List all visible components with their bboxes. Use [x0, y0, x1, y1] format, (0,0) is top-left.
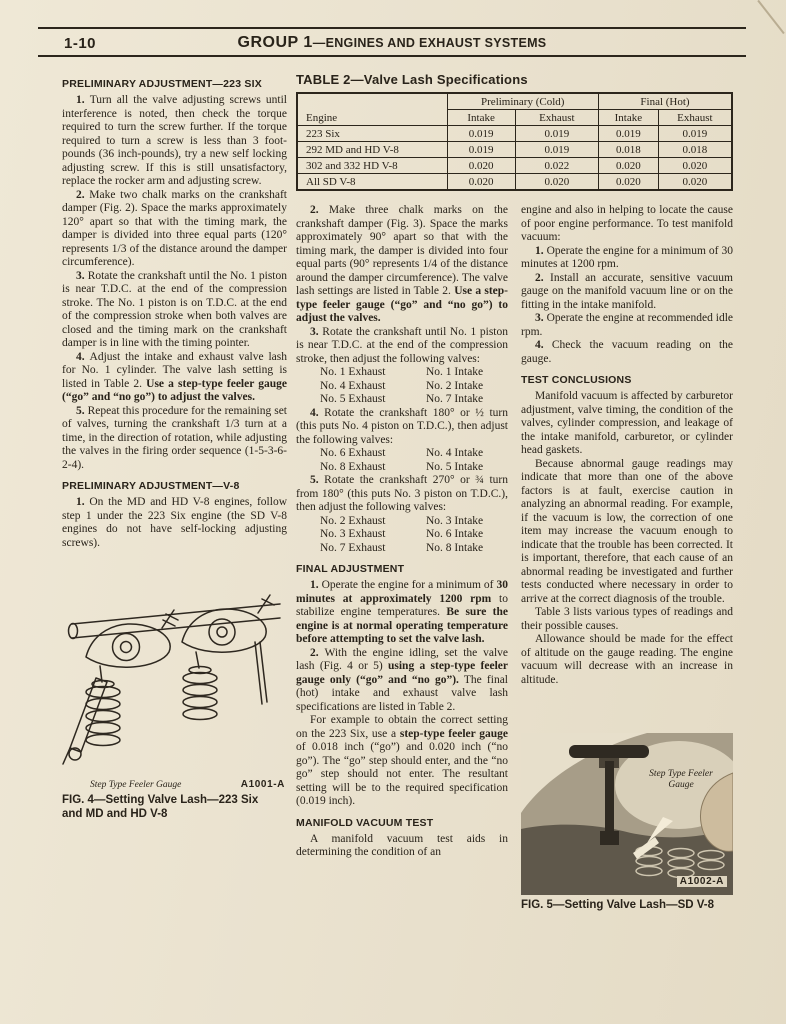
paragraph	[521, 633, 733, 687]
valve-list	[296, 366, 508, 407]
table-row	[297, 158, 732, 174]
bold-text-run: 3.	[76, 269, 88, 282]
engine-cell: 292 MD and HD V-8	[297, 142, 447, 158]
paragraph	[521, 606, 733, 633]
bold-text-run: Use a step-type feeler gauge (“go” and “no go”) to adjust the valves.	[296, 285, 508, 324]
lash-value-cell: 0.019	[598, 126, 658, 142]
valve-item: No. 6 Exhaust	[320, 447, 386, 459]
paragraph	[62, 351, 287, 405]
valve-pair-row	[320, 461, 508, 475]
valve-item: No. 7 Intake	[426, 393, 484, 405]
valve-pair-row	[320, 380, 508, 394]
page-corner-crease	[757, 0, 784, 34]
valve-list	[296, 447, 508, 474]
lash-value-cell: 0.020	[447, 174, 515, 191]
paragraph	[296, 326, 508, 367]
col-header-intake-cold: Intake	[447, 110, 515, 126]
figure-5	[521, 733, 733, 913]
table-2-title: TABLE 2—Valve Lash Specifications	[296, 72, 528, 87]
lash-value-cell: 0.020	[658, 158, 732, 174]
figure-5-annotation: Step Type Feeler Gauge	[649, 769, 713, 790]
col-group-preliminary-cold: Preliminary (Cold)	[447, 93, 598, 110]
table-row	[297, 174, 732, 191]
figure-5-caption: FIG. 5—Setting Valve Lash—SD V-8	[521, 899, 715, 911]
text-run: engine and also in helping to locate the cause of poor engine performance. To test manifold vacuum:	[521, 204, 733, 243]
figure-5-illustration	[521, 733, 733, 895]
column-left	[62, 78, 287, 821]
bold-text-run: 5.	[76, 404, 88, 417]
figure-5-code: A1002-A	[677, 876, 727, 887]
bold-text-run: 2.	[310, 204, 329, 216]
valve-pair-row	[320, 515, 508, 529]
valve-pair-row	[320, 528, 508, 542]
text-run: Rotate the crankshaft until the No. 1 piston is near T.D.C. at the end of the compression stroke. The No. 1 piston is on T.D.C. at the end of the compression stroke when both valves are closed and the timing mark on the crankshaft damper is in line with the timing pointer.	[62, 269, 288, 349]
bold-text-run: 3.	[535, 312, 547, 324]
paragraph	[521, 245, 733, 272]
lash-value-cell: 0.019	[515, 142, 598, 158]
text-run: Operate the engine for a minimum of	[321, 579, 497, 591]
paragraph	[521, 339, 733, 366]
text-run: Table 3 lists various types of readings and their possible causes.	[521, 606, 733, 632]
page-number: 1-10	[64, 35, 97, 52]
text-run: Because abnormal gauge readings may indicate that more than one of the above factors is at fault, exercise caution in analyzing an abnormal reading. For example, if the vacuum is low, the correction of one item may increase the vacuum enough to indicate that the trouble has been corrected. It is important, therefore, that each cause of an abnormal reading be investigated and further tests conducted where necessary in order to arrive at the correct diagnosis of the trouble.	[521, 457, 733, 605]
valve-item: No. 5 Exhaust	[320, 393, 386, 405]
col-header-engine: Engine	[297, 93, 447, 126]
engine-cell: All SD V-8	[297, 174, 447, 191]
lash-value-cell: 0.019	[447, 142, 515, 158]
text-columns	[296, 204, 733, 913]
lash-value-cell: 0.019	[658, 126, 732, 142]
valve-pair-row	[320, 366, 508, 380]
valve-lash-table	[296, 92, 733, 191]
bold-text-run: 2.	[535, 271, 551, 284]
valve-item: No. 8 Intake	[426, 541, 484, 554]
col-header-exhaust-hot: Exhaust	[658, 110, 732, 126]
col-header-exhaust-cold: Exhaust	[515, 110, 598, 126]
table-row	[297, 142, 732, 158]
text-run: Allowance should be made for the effect of altitude on the gauge reading. The engine vacuum will decrease with an increase in altitude.	[521, 633, 733, 686]
table-2	[296, 72, 733, 191]
section-heading: PRELIMINARY ADJUSTMENT—V-8	[62, 480, 240, 492]
valve-item: No. 1 Exhaust	[320, 366, 386, 378]
bold-text-run: 1.	[535, 244, 547, 257]
bold-text-run: 30 minutes at approximately 1200 rpm	[296, 579, 508, 605]
lash-value-cell: 0.020	[447, 158, 515, 174]
valve-pair-row	[320, 393, 508, 407]
lash-value-cell: 0.019	[515, 126, 598, 142]
valve-item: No. 2 Exhaust	[320, 514, 386, 527]
lash-value-cell: 0.018	[598, 142, 658, 158]
text-run: Adjust the intake and exhaust valve lash for No. 1 cylinder. The valve lash setting is listed in Table 2.	[62, 350, 288, 390]
valve-list	[296, 515, 508, 556]
valve-pair-row	[320, 542, 508, 556]
text-run: Manifold vacuum is affected by carburetor adjustment, valve timing, the condition of the valves, cylinder compression, and leakage of the intake manifold, carburetor, or cylinder head gaskets.	[521, 390, 733, 456]
section-heading: TEST CONCLUSIONS	[521, 374, 632, 386]
bold-text-run: 1.	[76, 496, 90, 508]
paragraph	[296, 407, 508, 448]
valve-item: No. 4 Exhaust	[320, 379, 386, 392]
section-heading: MANIFOLD VACUUM TEST	[296, 816, 434, 829]
valve-item: No. 3 Exhaust	[320, 528, 386, 540]
valve-item: No. 4 Intake	[426, 447, 484, 459]
right-area	[296, 72, 733, 913]
text-run: For example to obtain the correct setting on the 223 Six, use a	[296, 714, 508, 740]
valve-item: No. 3 Intake	[426, 514, 484, 527]
text-run: With the engine idling, set the valve lash (Fig. 4 or 5)	[296, 646, 508, 672]
column-left-blocks	[62, 78, 287, 550]
text-run: to stabilize engine temperatures.	[296, 592, 508, 618]
column-right	[521, 204, 733, 913]
col-group-final-hot: Final (Hot)	[598, 93, 732, 110]
paragraph	[62, 94, 287, 189]
paragraph	[296, 204, 508, 326]
table-row	[297, 126, 732, 142]
bold-text-run: 1.	[310, 579, 322, 591]
valve-item: No. 2 Intake	[426, 379, 484, 392]
text-run: Turn all the valve adjusting screws until interference is noted, then check the torque required to turn the screw further. If the torque required to turn a screw is less than 3 foot-pounds (36 inch-pounds), try a new self locking adjusting screw. If this is still unsatisfactory, replace the rocker arm and adjusting screw.	[62, 94, 287, 187]
text-run: Check the vacuum reading on the gauge.	[521, 339, 733, 365]
column-middle	[296, 204, 508, 913]
text-run: Install an accurate, sensitive vacuum gauge on the manifold vacuum line or on the fitting in the intake manifold.	[521, 271, 733, 311]
bold-text-run: Use a step-type feeler gauge (“go” and “no go”) to adjust the valves.	[62, 377, 287, 403]
bold-text-run: 4.	[535, 339, 552, 351]
text-run: of 0.018 inch (“go”) and 0.020 inch (“no go”). The “go” step should enter, and the “no go” step should not enter. The resultant setting will be to the required specification (0.019 inch).	[296, 741, 508, 807]
text-run: Rotate the crankshaft 270° or ¾ turn from 180° (this puts No. 3 piston on T.D.C.), then adjust the following valves:	[296, 474, 508, 513]
paragraph	[62, 405, 287, 473]
paragraph	[296, 579, 508, 647]
paragraph	[296, 714, 508, 809]
section-heading: FINAL ADJUSTMENT	[296, 563, 405, 575]
text-run: Rotate the crankshaft 180° or ½ turn (this puts No. 4 piston on T.D.C.), then adjust the following valves:	[296, 406, 508, 446]
lash-value-cell: 0.019	[447, 126, 515, 142]
fig4-rocker-arm-line-art	[62, 562, 287, 777]
section-heading: PRELIMINARY ADJUSTMENT—223 SIX	[62, 78, 262, 90]
paragraph	[521, 390, 733, 458]
bold-text-run: using a step-type feeler gauge only (“go” and “no go”).	[296, 660, 508, 686]
text-run: The final (hot) intake and exhaust valve lash specifications are listed in Table 2.	[296, 673, 509, 713]
page-title	[38, 34, 746, 52]
bold-text-run: 4.	[76, 350, 90, 363]
figure-4-annotation: Step Type Feeler Gauge	[90, 780, 182, 790]
paragraph	[296, 474, 508, 515]
text-run: Operate the engine at recommended idle rpm.	[521, 312, 733, 338]
paragraph	[521, 272, 733, 313]
lash-value-cell: 0.018	[658, 142, 732, 158]
fig5-valve-lash-photo-art	[521, 733, 733, 895]
paragraph	[296, 833, 508, 860]
lash-value-cell: 0.020	[598, 174, 658, 191]
paragraph	[521, 458, 733, 607]
valve-item: No. 6 Intake	[426, 528, 484, 540]
page-header	[38, 27, 746, 57]
text-run: Rotate the crankshaft until No. 1 piston is near T.D.C. at the end of the compression stroke, then adjust the following valves:	[296, 325, 509, 365]
text-run: Repeat this procedure for the remaining set of valves, turning the crankshaft 1/3 turn at a time, in the direction of rotation, while adjusting the valves in the firing order sequence (1-5-3-6-2-4).	[62, 404, 287, 471]
valve-pair-row	[320, 447, 508, 461]
lash-value-cell: 0.020	[515, 174, 598, 191]
bold-text-run: 2.	[76, 188, 90, 201]
engine-cell: 302 and 332 HD V-8	[297, 158, 447, 174]
group-label: GROUP 1	[237, 34, 313, 51]
text-run: On the MD and HD V-8 engines, follow step 1 under the 223 Six engine (the SD V-8 engines do not have self-locking adjusting screws).	[62, 496, 287, 549]
lash-value-cell: 0.020	[598, 158, 658, 174]
engine-cell: 223 Six	[297, 126, 447, 142]
figure-4-meta	[62, 779, 287, 790]
valve-item: No. 7 Exhaust	[320, 541, 386, 554]
lash-value-cell: 0.022	[515, 158, 598, 174]
lash-value-cell: 0.020	[658, 174, 732, 191]
table-header-row-groups	[297, 93, 732, 110]
text-run: Make three chalk marks on the crankshaft damper (Fig. 3). Space the marks approximately 90° apart so that with the timing mark, the damper is divided into four equal parts (90° represents 1/4 of the distance around the damper circumference). The valve lash settings are listed in Table 2.	[296, 204, 508, 297]
column-right-blocks	[521, 204, 733, 687]
bold-text-run: step-type feeler gauge	[399, 727, 509, 740]
paragraph	[62, 496, 287, 550]
figure-4	[62, 562, 287, 821]
figure-4-code: A1001-A	[240, 779, 285, 790]
valve-item: No. 8 Exhaust	[320, 460, 386, 473]
paragraph	[62, 189, 287, 270]
valve-item: No. 5 Intake	[426, 460, 484, 473]
group-title: —ENGINES AND EXHAUST SYSTEMS	[312, 36, 547, 50]
text-run: Operate the engine for a minimum of 30 minutes at 1200 rpm.	[521, 244, 733, 270]
bold-text-run: 1.	[76, 94, 90, 106]
table-body	[297, 126, 732, 191]
bold-text-run: Be sure the engine is at normal operating temperature before attempting to set the valve lash.	[296, 606, 509, 645]
paragraph	[62, 270, 287, 351]
paragraph	[296, 647, 508, 715]
col-header-intake-hot: Intake	[598, 110, 658, 126]
figure-4-caption: FIG. 4—Setting Valve Lash—223 Six and MD and HD V-8	[62, 794, 259, 820]
text-run: Make two chalk marks on the crankshaft damper (Fig. 2). Space the marks approximately 120° apart so that with the timing mark, the damper is divided into three equal parts (120° represents 1/3 of the distance around the damper circumference).	[62, 188, 287, 268]
bold-text-run: 2.	[310, 646, 325, 659]
bold-text-run: 5.	[310, 474, 325, 486]
paragraph	[521, 204, 733, 245]
bold-text-run: 3.	[310, 325, 323, 338]
valve-item: No. 1 Intake	[426, 366, 484, 378]
paragraph	[521, 312, 733, 339]
bold-text-run: 4.	[310, 406, 325, 419]
text-run: A manifold vacuum test aids in determining the condition of an	[296, 832, 508, 858]
